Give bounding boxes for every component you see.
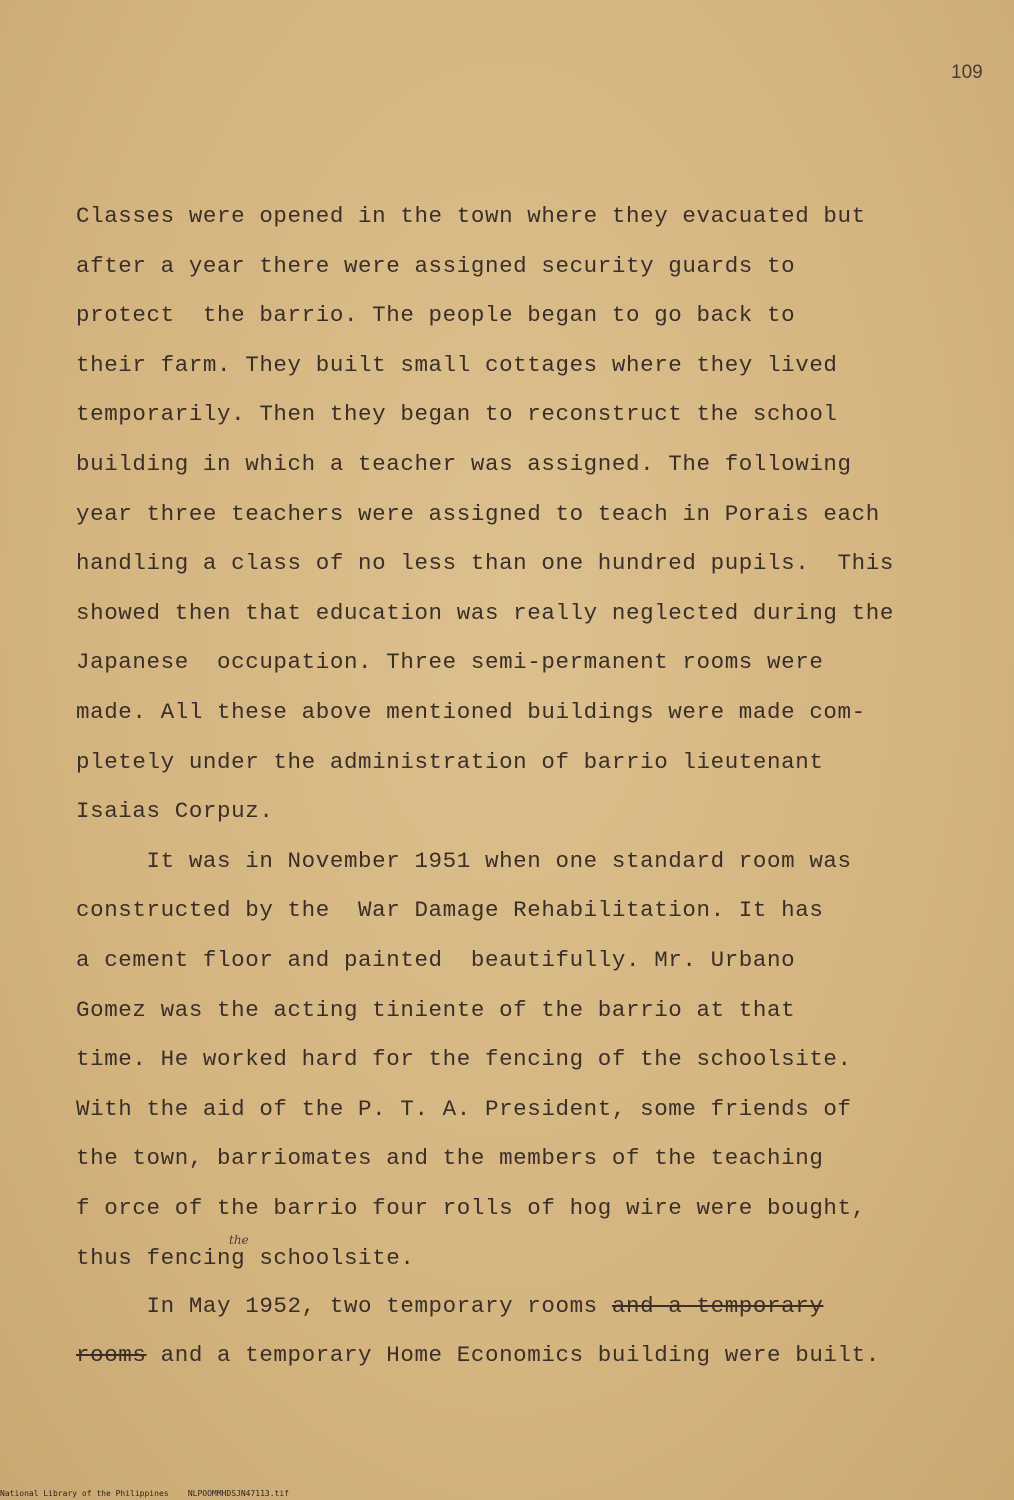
text-line: year three teachers were assigned to teach in Porais each [76, 501, 880, 527]
handwritten-insertion: the [229, 1233, 249, 1247]
text-line: constructed by the War Damage Rehabilitation. It has [76, 897, 824, 923]
text-line: Isaias Corpuz. [76, 798, 274, 824]
struck-text: rooms [76, 1342, 147, 1368]
text-line: handling a class of no less than one hundred pupils. This [76, 550, 894, 576]
text-line: protect the barrio. The people began to go back to [76, 302, 796, 328]
page-number: 109 [951, 62, 983, 83]
text-line: their farm. They built small cottages where they lived [76, 352, 838, 378]
text-line: temporarily. Then they began to reconstruct the school [76, 401, 838, 427]
text-line: thus fencing schoolsite. [76, 1245, 415, 1271]
text-line: Japanese occupation. Three semi-permanent rooms were [76, 649, 824, 675]
text-line: f orce of the barrio four rolls of hog wire were bought, [76, 1195, 866, 1221]
text-line: a cement floor and painted beautifully. Mr. Urbano [76, 947, 796, 973]
text-line: pletely under the administration of barrio lieutenant [76, 749, 824, 775]
text-line: Classes were opened in the town where they evacuated but [76, 203, 866, 229]
text-line: building in which a teacher was assigned. The following [76, 451, 852, 477]
text-line: after a year there were assigned security guards to [76, 253, 796, 279]
paragraph-3-line-1 [76, 1295, 823, 1318]
scan-footer [0, 1489, 289, 1498]
text-line: showed then that education was really neglected during the [76, 600, 894, 626]
text-line: made. All these above mentioned buildings were made com- [76, 699, 866, 725]
library-credit: National Library of the Philippines [0, 1489, 169, 1498]
text-line: Gomez was the acting tiniente of the barrio at that [76, 997, 796, 1023]
text-line: the town, barriomates and the members of the teaching [76, 1145, 824, 1171]
text-line: time. He worked hard for the fencing of the schoolsite. [76, 1046, 852, 1072]
struck-text: and a temporary [611, 1293, 824, 1319]
text-line: With the aid of the P. T. A. President, some friends of [76, 1096, 852, 1122]
text-line: It was in November 1951 when one standard room was [76, 848, 852, 874]
file-name: NLPOOMMHDSJN47113.tif [187, 1489, 289, 1498]
line-text: and a temporary Home Economics building were built. [146, 1342, 880, 1368]
paragraph-3-line-2 [76, 1344, 880, 1367]
line-text: In May 1952, two temporary rooms [76, 1293, 612, 1319]
